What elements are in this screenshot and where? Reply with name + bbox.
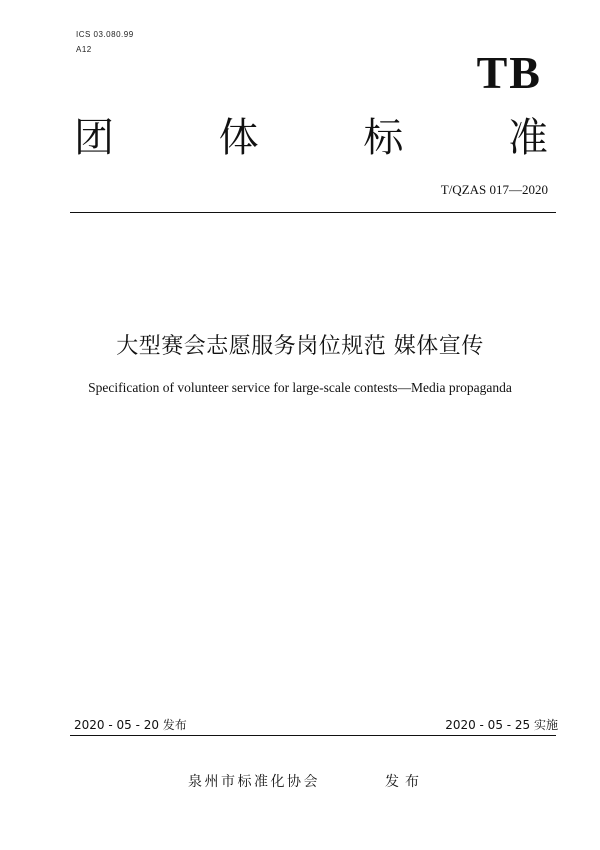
standard-type-char: 团 (74, 115, 114, 161)
publisher-name: 泉州市标准化协会 (188, 774, 320, 790)
classification-code: A12 (76, 45, 92, 54)
footer-divider (70, 735, 556, 736)
standard-type-char: 标 (363, 115, 404, 161)
publish-label: 发布 (385, 774, 425, 790)
english-title: Specification of volunteer service for large-scale contests—Media propaganda (88, 380, 512, 395)
standard-type-char: 体 (218, 115, 259, 161)
ics-code: ICS 03.080.99 (76, 30, 134, 39)
standard-number: T/QZAS 017—2020 (440, 182, 548, 197)
header-divider (70, 212, 556, 213)
chinese-title: 大型赛会志愿服务岗位规范 媒体宣传 (116, 334, 484, 359)
standard-type-heading (74, 115, 548, 161)
issue-date: 2020 - 05 - 20 发布 (74, 718, 187, 732)
standard-type-char: 准 (507, 115, 548, 161)
tb-logo: TB (476, 47, 542, 98)
implementation-date: 2020 - 05 - 25 实施 (445, 718, 558, 732)
